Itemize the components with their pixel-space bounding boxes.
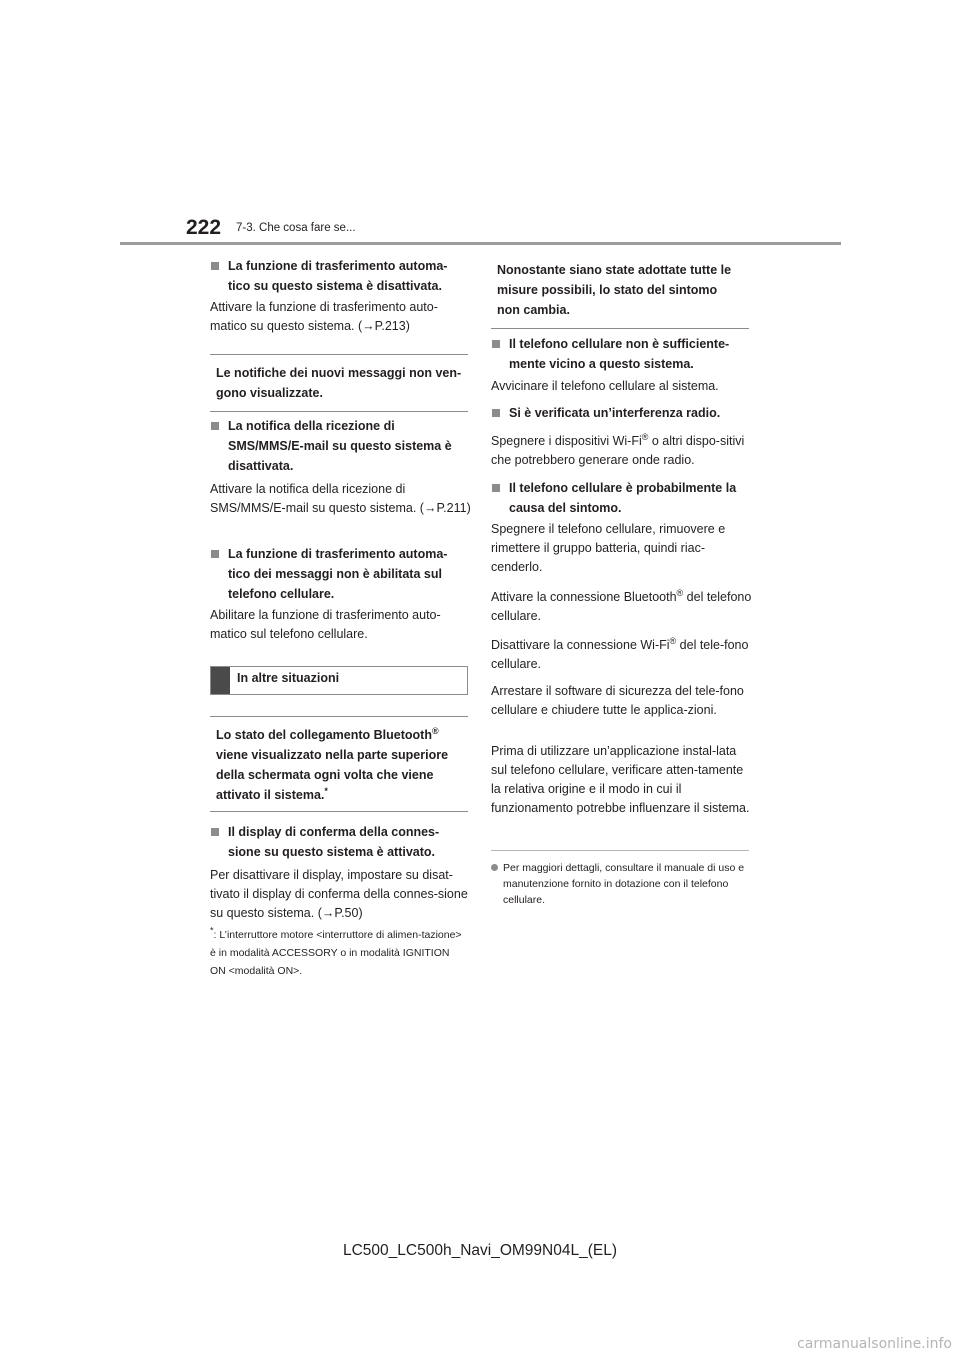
square-bullet-icon (211, 828, 219, 836)
square-bullet-icon (211, 550, 219, 558)
note-separator (491, 850, 749, 851)
footnote: *: L’interruttore motore <interruttore di alimen-tazione> è in modalità ACCESSORY o in modalità IGNITION ON <modalità ON>. (210, 925, 462, 977)
body-text: Spegnere il telefono cellulare, rimuovere e rimettere il gruppo batteria, quindi riac-cenderlo. (491, 522, 726, 574)
body-text: Attivare la funzione di trasferimento auto-matico su questo sistema. (→P.213) (210, 300, 438, 333)
square-bullet-icon (211, 262, 219, 270)
square-bullet-icon (211, 422, 219, 430)
body-text: Spegnere i dispositivi Wi-Fi® o altri dispo-sitivi che potrebbero generare onde radio. (491, 431, 745, 467)
circle-bullet-icon (491, 864, 498, 871)
bullet-heading: La notifica della ricezione di SMS/MMS/E-mail su questo sistema è disattivata. (210, 416, 468, 476)
bullet-heading: Il display di conferma della connes-sione su questo sistema è attivato. (210, 822, 468, 862)
bullet-heading: Il telefono cellulare non è sufficiente-mente vicino a questo sistema. (491, 334, 749, 374)
watermark: carmanualsonline.info (797, 1336, 952, 1352)
square-bullet-icon (492, 340, 500, 348)
condition-box: Lo stato del collegamento Bluetooth® viene visualizzato nella parte superiore della schermata ogni volta che viene attivato il sistema.* (210, 716, 468, 812)
section-title: 7-3. Che cosa fare se... (236, 222, 356, 234)
body-text: Per disattivare il display, impostare su disat-tivato il display di conferma della connes-sione su questo sistema. (→P.50) (210, 868, 468, 920)
square-bullet-icon (492, 484, 500, 492)
note: Per maggiori dettagli, consultare il manuale di uso e manutenzione fornito in dotazione con il telefono cellulare. (491, 860, 753, 908)
square-bullet-icon (492, 409, 500, 417)
bullet-heading: La funzione di trasferimento automa-tico su questo sistema è disattivata. (210, 256, 468, 296)
body-text: Abilitare la funzione di trasferimento auto-matico sul telefono cellulare. (210, 608, 441, 641)
page-number: 222 (186, 216, 222, 239)
bullet-heading: Si è verificata un’interferenza radio. (491, 403, 749, 423)
condition-box: Nonostante siano state adottate tutte le misure possibili, lo stato del sintomo non cambia. (491, 256, 749, 329)
body-text: Avvicinare il telefono cellulare al sistema. (491, 379, 719, 393)
bullet-heading: La funzione di trasferimento automa-tico dei messaggi non è abilitata sul telefono cellulare. (210, 544, 468, 604)
condition-box: Le notifiche dei nuovi messaggi non ven-gono visualizzate. (210, 354, 468, 412)
body-text: Attivare la connessione Bluetooth® del telefono cellulare. (491, 587, 752, 623)
header-rule (120, 242, 841, 245)
body-text: Disattivare la connessione Wi-Fi® del tele-fono cellulare. (491, 635, 749, 671)
section-marker (211, 667, 230, 694)
bullet-heading: Il telefono cellulare è probabilmente la causa del sintomo. (491, 478, 749, 518)
body-text: Prima di utilizzare un’applicazione instal-lata sul telefono cellulare, verificare atten-tamente la relativa origine e il modo in cui il funzionamento potrebbe influenzare il sistema. (491, 744, 750, 815)
body-text: Arrestare il software di sicurezza del tele-fono cellulare e chiudere tutte le applica-zioni. (491, 684, 744, 717)
body-text: Attivare la notifica della ricezione di SMS/MMS/E-mail su questo sistema. (→P.211) (210, 482, 471, 515)
section-heading: In altre situazioni (210, 666, 468, 695)
document-code: LC500_LC500h_Navi_OM99N04L_(EL) (342, 1242, 617, 1259)
